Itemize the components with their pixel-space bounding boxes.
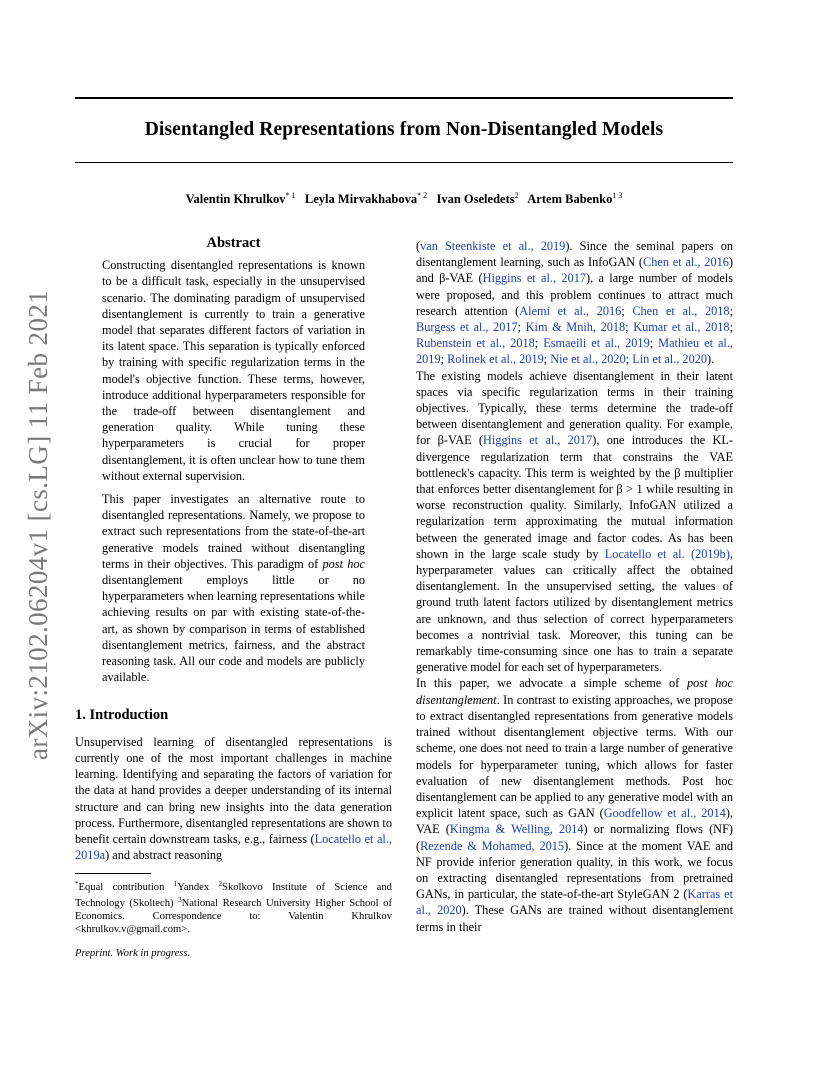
citation-link[interactable]: Kingma & Welling, 2014 <box>449 822 584 837</box>
citation-link[interactable]: Karras et al., 2020 <box>416 887 733 918</box>
citation-link[interactable]: Higgins et al., 2017 <box>482 271 586 286</box>
post-hoc-disentanglement-emphasis: post hoc disentanglement <box>416 676 733 707</box>
author-2-affil: * 2 <box>417 191 428 200</box>
citation-link[interactable]: Rubenstein et al., 2018 <box>416 336 535 351</box>
title-rule-top <box>75 97 733 99</box>
footnote-rule <box>75 873 151 874</box>
left-column <box>75 235 392 963</box>
post-hoc-emphasis: post hoc <box>322 556 366 571</box>
citation-link[interactable]: Burgess et al., 2017 <box>416 320 518 335</box>
title-rule-bottom <box>75 162 733 163</box>
author-4: Artem Babenko <box>527 192 613 206</box>
citation-link[interactable]: van Steenkiste et al., 2019 <box>420 239 566 253</box>
author-list <box>75 191 733 207</box>
introduction-heading: 1. Introduction <box>75 707 169 724</box>
author-2: Leyla Mirvakhabova <box>304 192 418 206</box>
citation-link[interactable]: Locatello et al. (2019b) <box>604 546 730 561</box>
citation-link[interactable]: Chen et al., 2018 <box>632 303 730 318</box>
citation-link[interactable]: Alemi et al., 2016 <box>519 303 622 318</box>
citation-link[interactable]: Rolinek et al., 2019 <box>447 352 544 367</box>
abstract-paragraph-2: This paper investigates an alternative route to disentangled representations. Namely, we propose to extract such representations from the state-of-the-art generative models trained without disentangling terms in their objectives. This paradigm of post hoc disentanglement employs little or no hyperparameters when learning representations while achieving results on par with existing state-of-the-art, as shown by comparison in terms of established disentanglement metrics, fairness, and the abstract reasoning task. All our code and models are publicly available. <box>102 492 366 685</box>
citation-link[interactable]: Rezende & Mohamed, 2015 <box>420 838 565 853</box>
citation-link[interactable]: Chen et al., 2016 <box>643 255 729 270</box>
author-1: Valentin Khrulkov <box>185 192 286 206</box>
abstract-paragraph-1: Constructing disentangled representations is known to be a difficult task, especially in the unsupervised scenario. The dominating paradigm of unsupervised disentanglement is currently to train a generative model that separates different factors of variation in its latent space. This separation is typically enforced by training with specific regularization terms in the model's objective function. These terms, however, introduce additional hyperparameters responsible for the trade-off between disentanglement and generation quality. While tuning these hyperparameters is crucial for proper disentanglement, it is often unclear how to tune them without external supervision. <box>102 258 365 483</box>
right-paragraph-2: The existing models achieve disentanglement in their latent spaces via specific regularization terms in their training objectives. Typically, these terms determine the trade-off between disentanglement and generation quality. For example, for β-VAE (Higgins et al., 2017), one introduces the KL-divergence regularization term that constrains the VAE bottleneck's capacity. This term is weighted by the β multiplier that enforces better disentanglement for β > 1 while resulting in worse reconstruction quality. Similarly, InfoGAN utilized a regularization term approximating the mutual information between the generated image and factor codes. As has been shown in the large scale study by Locatello et al. (2019b), hyperparameter values can critically affect the obtained disentanglement. In the unsupervised setting, the values of ground truth latent factors utilized by disentanglement metrics are unknown, and thus selection of correct hyperparameters becomes a nontrivial task. Moreover, this tuning can be remarkably time-consuming since one has to train a separate generative model for each set of hyperparameters. <box>416 368 733 675</box>
citation-link[interactable]: Goodfellow et al., 2014 <box>603 806 726 821</box>
introduction-paragraph-1: Unsupervised learning of disentangled representations is currently one of the most important challenges in machine learning. Identifying and separating the factors of variation for the data at hand provides a deeper understanding of its internal structure and can bring new insights into the data generation process. Furthermore, disentangled representations are shown to benefit certain downstream tasks, e.g., fairness (Locatello et al., 2019a) and abstract reasoning <box>75 734 392 863</box>
author-3-affil: 2 <box>514 191 519 200</box>
citation-link[interactable]: Nie et al., 2020 <box>550 352 626 367</box>
citation-link[interactable]: Kim & Mnih, 2018 <box>525 320 626 335</box>
footnote: *Equal contribution $^1$Yandex $^2$Skolkovo Institute of Science and Technology (Skoltech) $^3$National Research University Higher School of Economics. Correspondence to: Valentin Khrulkov <khrulkov.v@gmail.com>. <box>75 880 392 936</box>
right-column <box>416 238 733 935</box>
right-paragraph-3: In this paper, we advocate a simple scheme of post hoc disentanglement. In contrast to existing approaches, we propose to extract disentangled representations from generative models trained without disentanglement objective terms. With our scheme, one does not need to train a large number of generative models for hyperparameter tuning, which allows for faster evaluation of new disentanglement methods. Post hoc disentanglement can be applied to any generative model with an explicit latent space, such as GAN (Goodfellow et al., 2014), VAE (Kingma & Welling, 2014) or normalizing flows (NF) (Rezende & Mohamed, 2015). Since at the moment VAE and NF provide inferior generation quality, in this work, we focus on extracting disentangled representations from pretrained GANs, in particular, the state-of-the-art StyleGAN 2 (Karras et al., 2020). These GANs are trained without disentanglement terms in their <box>416 676 734 934</box>
paper-title: Disentangled Representations from Non-Disentangled Models <box>144 119 664 140</box>
preprint-note: Preprint. Work in progress. <box>75 948 191 960</box>
citation-link[interactable]: Mathieu et al., 2019 <box>416 336 734 367</box>
citation-link[interactable]: Esmaeili et al., 2019 <box>543 336 650 351</box>
abstract-heading: Abstract <box>206 235 261 251</box>
citation-link[interactable]: Locatello et al., 2019a <box>75 831 392 863</box>
citation-link[interactable]: Lin et al., 2020 <box>632 352 708 367</box>
author-1-affil: * 1 <box>285 191 296 200</box>
citation-link[interactable]: Kumar et al., 2018 <box>633 320 730 335</box>
right-paragraph-1: (van Steenkiste et al., 2019). Since the seminal papers on disentanglement learning, such as InfoGAN (Chen et al., 2016) and β-VAE (Higgins et al., 2017), a large number of models were proposed, and this problem continues to attract much research attention (Alemi et al., 2016; Chen et al., 2018; Burgess et al., 2017; Kim & Mnih, 2018; Kumar et al., 2018; Rubenstein et al., 2018; Esmaeili et al., 2019; Mathieu et al., 2019; Rolinek et al., 2019; Nie et al., 2020; Lin et al., 2020). <box>416 239 734 367</box>
arxiv-stamp: arXiv:2102.06204v1 [cs.LG] 11 Feb 2021 <box>23 289 53 760</box>
author-3: Ivan Oseledets <box>436 192 515 206</box>
citation-link[interactable]: Higgins et al., 2017 <box>483 433 593 448</box>
author-4-affil: 1 3 <box>612 191 623 200</box>
